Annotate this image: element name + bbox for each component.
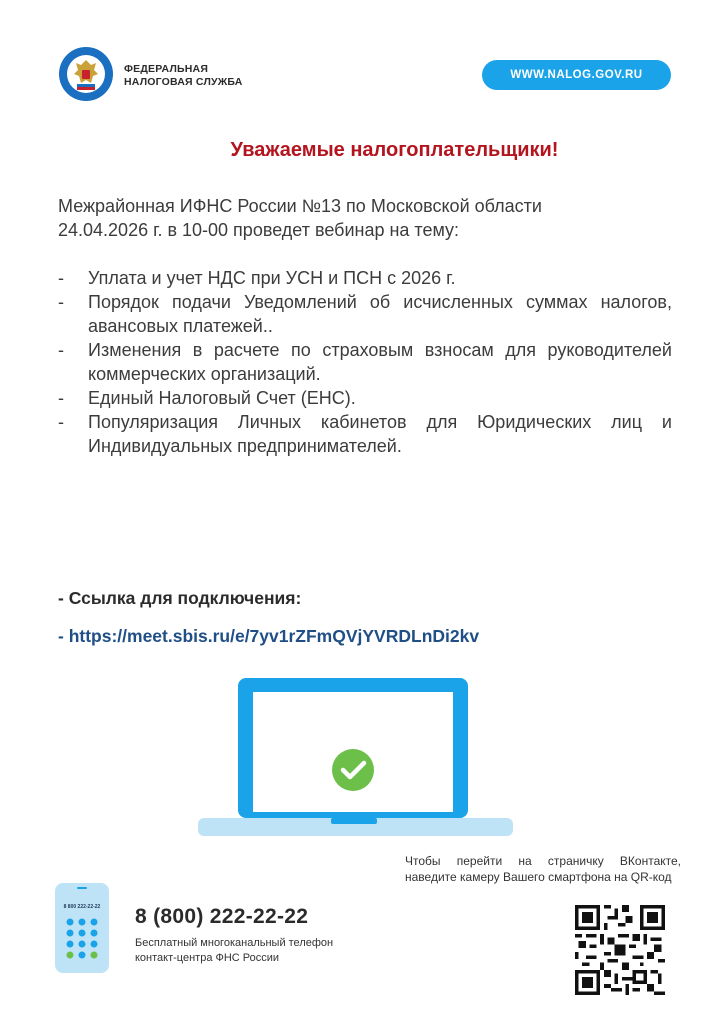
hotline-description-line1: Бесплатный многоканальный телефон — [135, 937, 334, 949]
topic-text: Популяризация Личных кабинетов для Юридических лиц и Индивидуальных предпринимателей. — [88, 412, 672, 456]
website-link-button[interactable]: WWW.NALOG.GOV.RU — [482, 60, 671, 90]
hotline-description — [135, 936, 333, 966]
topic-text: Единый Налоговый Счет (ЕНС). — [88, 388, 356, 408]
vk-qr-code[interactable] — [570, 905, 670, 995]
hotline-phone-number[interactable]: 8 (800) 222-22-22 — [135, 905, 309, 928]
topic-item: - Уплата и учет НДС при УСН и ПСН с 2026 г. — [58, 268, 456, 288]
organization-name — [124, 63, 243, 89]
fns-emblem-logo — [58, 46, 114, 102]
check-circle — [332, 749, 374, 791]
page-heading: Уважаемые налогоплательщики! — [230, 139, 559, 161]
topic-text: Порядок подачи Уведомлений об исчисленных суммах налогов, авансовых платежей.. — [88, 292, 672, 336]
hotline-description-line2: контакт-центра ФНС России — [135, 952, 280, 964]
org-name-line1: ФЕДЕРАЛЬНАЯ — [124, 63, 209, 75]
webinar-link[interactable]: - https://meet.sbis.ru/e/7yv1rZFmQVjYVRDLnDi2kv — [58, 626, 480, 646]
intro-line-2: 24.04.2026 г. в 10-00 проведет вебинар на тему: — [58, 220, 460, 240]
topic-text: Уплата и учет НДС при УСН и ПСН с 2026 г. — [88, 268, 456, 288]
laptop-trackpad-notch — [331, 818, 377, 824]
org-name-line2: НАЛОГОВАЯ СЛУЖБА — [124, 76, 243, 88]
intro-paragraph — [58, 194, 672, 242]
topic-item: - Порядок подачи Уведомлений об исчисленных суммах налогов, авансовых платежей.. — [58, 292, 672, 336]
topic-text: Изменения в расчете по страховым взносам для руководителей коммерческих организаций. — [88, 340, 672, 384]
topic-item: - Изменения в расчете по страховым взносам для руководителей коммерческих организаций. — [58, 340, 672, 384]
phone-illustration — [55, 883, 109, 973]
laptop-illustration — [198, 678, 513, 836]
phone-screen-number: 8 800 222-22-22 — [63, 904, 101, 910]
webinar-topics-list — [58, 266, 672, 458]
qr-caption: Чтобы перейти на страничку ВКонтакте, наведите камеру Вашего смартфона на QR-код — [405, 854, 681, 884]
intro-line-1: Межрайонная ИФНС России №13 по Московской области — [58, 196, 542, 216]
topic-item: - Популяризация Личных кабинетов для Юридических лиц и Индивидуальных предпринимателей. — [58, 412, 672, 456]
connection-link-label: - Ссылка для подключения: — [58, 588, 302, 608]
topic-item: - Единый Налоговый Счет (ЕНС). — [58, 388, 356, 408]
